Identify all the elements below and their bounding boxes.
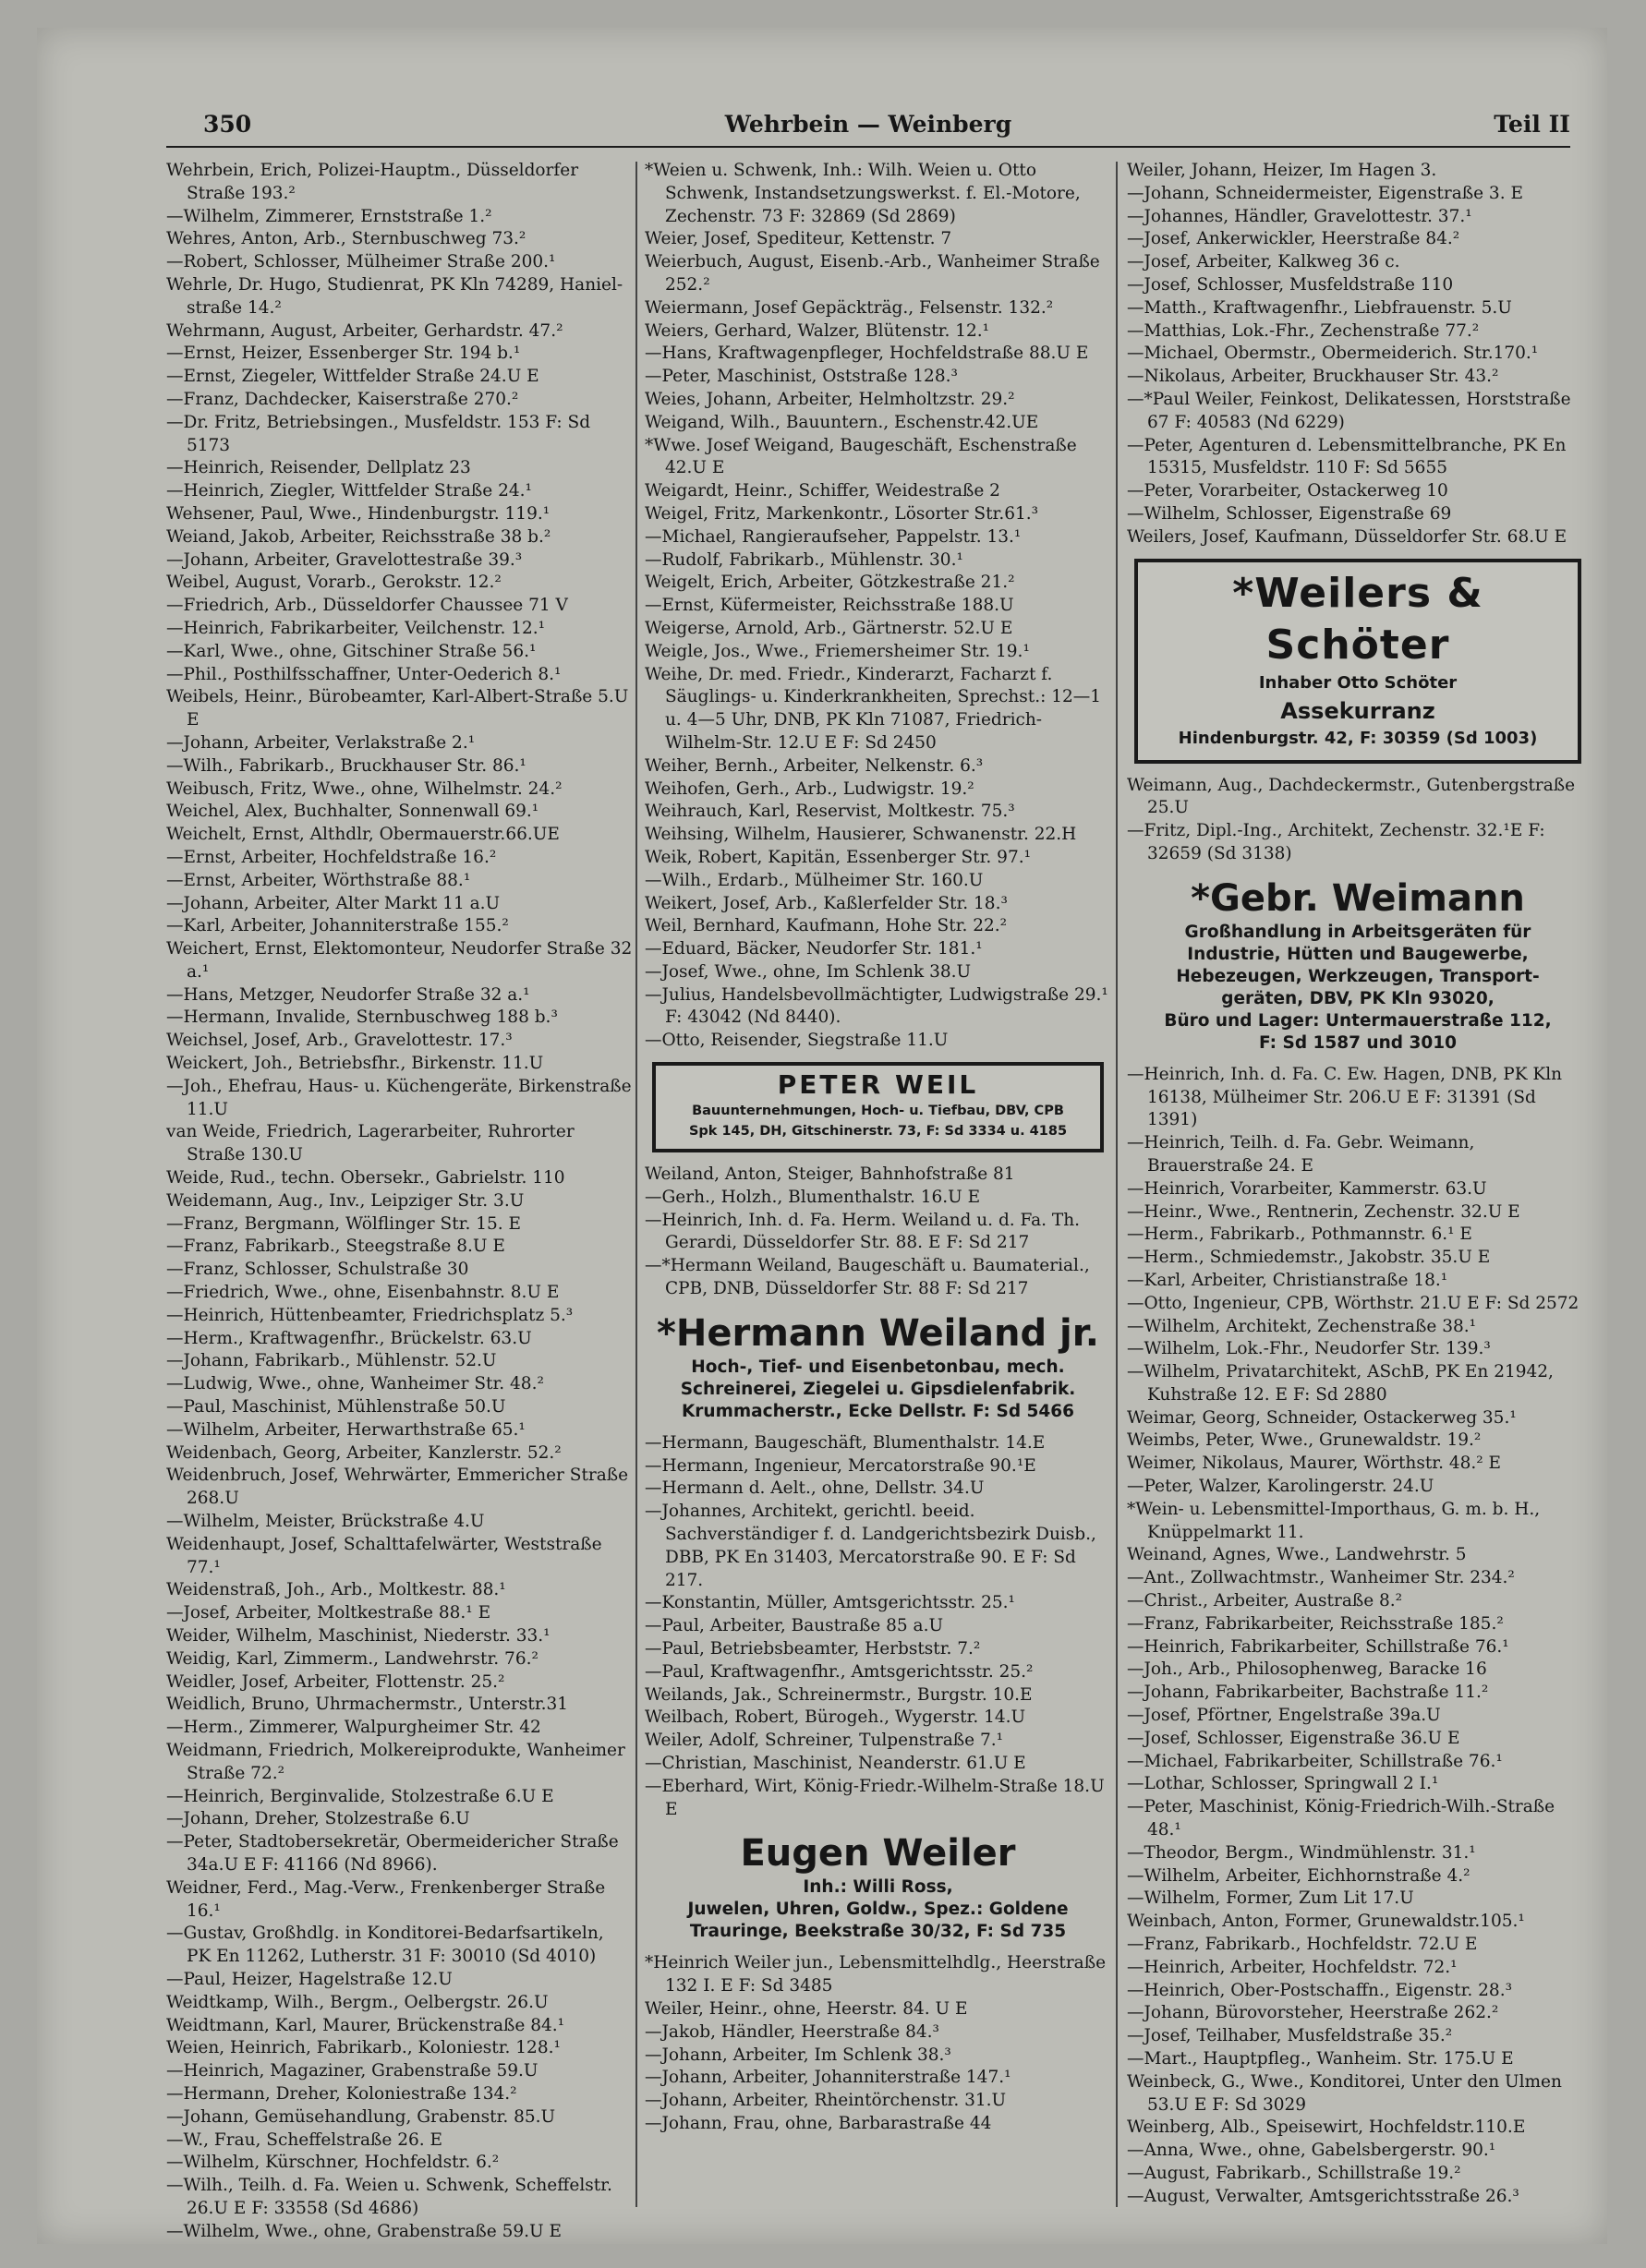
directory-entry: Weidmann, Friedrich, Molkereiprodukte, Wanheimer Straße 72.² [166,1740,625,1783]
directory-entry: Weigand, Wilh., Bauuntern., Eschenstr.42.UE [645,412,1039,432]
directory-entry: Weiers, Gerhard, Walzer, Blütenstr. 12.¹ [645,320,990,341]
directory-entry: *Wwe. Josef Weigand, Baugeschäft, Eschenstraße 42.U E [645,435,1077,478]
directory-entry: —Johann, Arbeiter, Rheintörchenstr. 31.U [645,2091,1007,2111]
directory-entry: —Heinrich, Ziegler, Wittfelder Straße 24.¹ [166,481,532,501]
directory-entry: —Wilhelm, Schlosser, Eigenstraße 69 [1127,503,1452,524]
directory-entry: —Heinrich, Magaziner, Grabenstraße 59.U [166,2061,539,2081]
directory-entry: —Wilhelm, Lok.-Fhr., Neudorfer Str. 139.³ [1127,1339,1491,1359]
directory-entry: —Friedrich, Wwe., ohne, Eisenbahnstr. 8.U E [166,1283,560,1303]
directory-entry: —Franz, Schlosser, Schulstraße 30 [166,1260,469,1280]
directory-entry: —Johann, Dreher, Stolzestraße 6.U [166,1809,470,1829]
directory-entry: —Heinr., Wwe., Rentnerin, Zechenstr. 32.U E [1127,1201,1520,1222]
directory-entry: —Josef, Arbeiter, Moltkestraße 88.¹ E [166,1603,491,1623]
directory-entry: —Johannes, Architekt, gerichtl. beeid. Sachverständiger f. d. Landgerichtsbezirk Duisb., DBB, PK En 31403, Mercatorstraße 90. E F: Sd 217. [645,1502,1096,1590]
directory-entry: —*Hermann Weiland, Baugeschäft u. Baumaterial., CPB, DNB, Düsseldorfer Str. 88 F: Sd 217 [645,1256,1090,1299]
directory-entry: —Johannes, Händler, Gravelottestr. 37.¹ [1127,206,1472,226]
directory-entry: Weidenhaupt, Josef, Schalttafelwärter, Weststraße 77.¹ [166,1534,602,1577]
directory-entry: —Johann, Arbeiter, Gravelottestraße 39.³ [166,549,523,570]
directory-entry: —Heinrich, Inh. d. Fa. C. Ew. Hagen, DNB, PK Kln 16138, Mülheimer Str. 206.U E F: 31391 (Sd 1391) [1127,1064,1563,1130]
part-label: Teil II [1494,111,1570,138]
directory-entry: —Josef, Wwe., ohne, Im Schlenk 38.U [645,961,972,982]
directory-entry: —Joh., Arb., Philosophenweg, Baracke 16 [1127,1659,1487,1680]
directory-entry: Weihrauch, Karl, Reservist, Moltkestr. 75.³ [645,802,1015,822]
directory-entry: Weider, Wilhelm, Maschinist, Niederstr. 33.¹ [166,1626,551,1646]
directory-entry: Weichel, Alex, Buchhalter, Sonnenwall 69.¹ [166,802,539,822]
directory-entry: —Otto, Reisender, Siegstraße 11.U [645,1031,949,1051]
directory-entry: —Johann, Arbeiter, Im Schlenk 38.³ [645,2045,951,2065]
directory-entry: —Johann, Frau, ohne, Barbarastraße 44 [645,2113,992,2133]
directory-entry: —Gustav, Großhdlg. in Konditorei-Bedarfsartikeln, PK En 11262, Lutherstr. 31 F: 30010 (Sd 4010) [166,1924,604,1967]
directory-entry: —Theodor, Bergm., Windmühlenstr. 31.¹ [1127,1842,1476,1863]
directory-entry: Weidemann, Aug., Inv., Leipziger Str. 3.U [166,1190,525,1211]
advertisement [645,1310,1111,1423]
directory-entry: —Heinrich, Fabrikarbeiter, Veilchenstr. 12.¹ [166,618,546,638]
directory-entry: —Lothar, Schlosser, Springwall 2 I.¹ [1127,1774,1439,1794]
directory-entry: —Peter, Vorarbeiter, Ostackerweg 10 [1127,481,1448,501]
directory-entry: Weide, Rud., techn. Obersekr., Gabrielstr. 110 [166,1168,565,1188]
directory-entry: —Robert, Schlosser, Mülheimer Straße 200.¹ [166,252,556,272]
directory-entry: —Anna, Wwe., ohne, Gabelsbergerstr. 90.¹ [1127,2141,1496,2161]
directory-entry: —Peter, Maschinist, König-Friedrich-Wilh.-Straße 48.¹ [1127,1797,1555,1840]
directory-entry: —Christian, Maschinist, Neanderstr. 61.U E [645,1754,1026,1774]
directory-entry: —Heinrich, Hüttenbeamter, Friedrichsplatz 5.³ [166,1305,574,1325]
ad-line: Assekurranz [1280,697,1435,724]
directory-entry: Weinbach, Anton, Former, Grunewaldstr.105.¹ [1127,1912,1525,1932]
directory-entry: Weigelt, Erich, Arbeiter, Götzkestraße 21.² [645,573,1015,593]
directory-entry: Weigle, Jos., Wwe., Friemersheimer Str. 19.¹ [645,641,1030,661]
directory-entry: Weierbuch, August, Eisenb.-Arb., Wanheimer Straße 252.² [645,252,1100,295]
ad-line: Industrie, Hütten und Baugewerbe, [1187,944,1529,964]
directory-entry: *Weien u. Schwenk, Inh.: Wilh. Weien u. Otto Schwenk, Instandsetzungswerkst. f. El.-Motore, Zechenstr. 73 F: 32869 (Sd 2869) [645,161,1081,226]
directory-entry: Weiler, Heinr., ohne, Heerstr. 84. U E [645,1999,968,2019]
column-2 [645,160,1111,2226]
ad-line: Trauringe, Beekstraße 30/32, F: Sd 735 [689,1922,1067,1942]
ad-line: Juwelen, Uhren, Goldw., Spez.: Goldene [687,1900,1069,1920]
directory-entry: —Paul, Arbeiter, Baustraße 85 a.U [645,1616,944,1636]
directory-entry: Weimbs, Peter, Wwe., Grunewaldstr. 19.² [1127,1430,1482,1451]
directory-entry: —Hermann, Invalide, Sternbuschweg 188 b.³ [166,1007,558,1028]
ad-title: *Weilers & Schöter [1232,569,1483,669]
ad-title: PETER WEIL [777,1069,979,1101]
directory-entry: —Konstantin, Müller, Amtsgerichtsstr. 25.¹ [645,1593,1015,1613]
directory-entry: —Paul, Maschinist, Mühlenstraße 50.U [166,1397,506,1418]
directory-entry: —Michael, Rangieraufseher, Pappelstr. 13.¹ [645,526,1022,547]
directory-entry: —Eberhard, Wirt, König-Friedr.-Wilhelm-Straße 18.U E [645,1776,1105,1819]
directory-entry: Weidtkamp, Wilh., Bergm., Oelbergstr. 26.U [166,1992,549,2012]
directory-entry: —Mart., Hauptpfleg., Wanheim. Str. 175.U E [1127,2049,1514,2069]
directory-entry: Weihsing, Wilhelm, Hausierer, Schwanenstr. 22.H [645,825,1077,845]
directory-entry: —Ant., Zollwachtmstr., Wanheimer Str. 234.² [1127,1568,1515,1588]
directory-entry: *Heinrich Weiler jun., Lebensmittelhdlg., Heerstraße 132 I. E F: Sd 3485 [645,1953,1107,1997]
directory-entry: —Ernst, Küfermeister, Reichsstraße 188.U [645,596,1014,616]
directory-entry: Weik, Robert, Kapitän, Essenberger Str. 97.¹ [645,847,1032,867]
directory-entry: Weidenbruch, Josef, Wehrwärter, Emmericher Straße 268.U [166,1466,629,1509]
directory-entry: —Heinrich, Reisender, Dellplatz 23 [166,458,471,478]
directory-entry: —Heinrich, Berginvalide, Stolzestraße 6.U E [166,1786,554,1806]
column-divider [1116,162,1118,2207]
directory-entry: —Johann, Arbeiter, Johanniterstraße 147.¹ [645,2068,1011,2088]
directory-entry: —Wilhelm, Kürschner, Hochfeldstr. 6.² [166,2153,500,2173]
directory-entry: —Peter, Walzer, Karolingerstr. 24.U [1127,1477,1434,1497]
directory-entry: Weiler, Johann, Heizer, Im Hagen 3. [1127,161,1437,180]
directory-entry: —Gerh., Holzh., Blumenthalstr. 16.U E [645,1187,981,1207]
directory-entry: —Johann, Fabrikarbeiter, Bachstraße 11.² [1127,1683,1489,1703]
directory-entry: —Wilhelm, Zimmerer, Ernststraße 1.² [166,206,492,226]
ad-line: Schreinerei, Ziegelei u. Gipsdielenfabrik. [680,1379,1076,1399]
directory-entry: —Hermann, Dreher, Koloniestraße 134.² [166,2083,517,2104]
directory-entry: —Hermann, Baugeschäft, Blumenthalstr. 14.E [645,1432,1046,1453]
directory-entry: —Johann, Gemüsehandlung, Grabenstr. 85.U [166,2106,556,2127]
directory-entry: Weil, Bernhard, Kaufmann, Hohe Str. 22.² [645,916,1008,936]
directory-entry: —Paul, Betriebsbeamter, Herbststr. 7.² [645,1639,981,1659]
directory-entry: —Ernst, Ziegeler, Wittfelder Straße 24.U E [166,367,539,387]
directory-entry: Wehrmann, August, Arbeiter, Gerhardstr. 47.² [166,320,563,341]
directory-entry: Weien, Heinrich, Fabrikarb., Koloniestr. 128.¹ [166,2038,561,2058]
directory-entry: —Franz, Bergmann, Wölflinger Str. 15. E [166,1213,522,1234]
directory-entry: Weidner, Ferd., Mag.-Verw., Frenkenberger Straße 16.¹ [166,1877,606,1921]
directory-entry: —Hermann, Ingenieur, Mercatorstraße 90.¹E [645,1455,1036,1476]
column-divider [635,162,637,2207]
directory-entry: Weinberg, Alb., Speisewirt, Hochfeldstr.110.E [1127,2117,1526,2138]
advertisement [1127,875,1589,1055]
directory-entry: —Heinrich, Ober-Postschaffn., Eigenstr. 28.³ [1127,1980,1512,2000]
page-range-title: Wehrbein — Weinberg [724,111,1012,138]
directory-entry: van Weide, Friedrich, Lagerarbeiter, Ruhrorter Straße 130.U [166,1122,575,1165]
directory-entry: Weilers, Josef, Kaufmann, Düsseldorfer Str. 68.U E [1127,526,1567,547]
directory-entry: —Phil., Posthilfsschaffner, Unter-Oederich 8.¹ [166,664,562,684]
directory-entry: Weigel, Fritz, Markenkontr., Lösorter Str.61.³ [645,503,1039,524]
directory-entry: Weichert, Ernst, Elektomonteur, Neudorfer Straße 32 a.¹ [166,939,633,982]
directory-entry: —Otto, Ingenieur, CPB, Wörthstr. 21.U E F: Sd 2572 [1127,1293,1579,1313]
page-header [166,109,1570,148]
directory-entry: Weilands, Jak., Schreinermstr., Burgstr. 10.E [645,1684,1033,1705]
ad-line: Bauunternehmungen, Hoch- u. Tiefbau, DBV, CPB [692,1104,1064,1119]
directory-entry: —Wilhelm, Arbeiter, Herwarthstraße 65.¹ [166,1419,526,1440]
directory-entry: Weinbeck, G., Wwe., Konditorei, Unter den Ulmen 53.U E F: Sd 3029 [1127,2071,1562,2115]
directory-entry: Weimer, Nikolaus, Maurer, Wörthstr. 48.² E [1127,1454,1502,1474]
directory-entry: —Hermann d. Aelt., ohne, Dellstr. 34.U [645,1478,985,1499]
directory-entry: —Wilh., Fabrikarb., Bruckhauser Str. 86.¹ [166,755,526,776]
directory-entry: Weibels, Heinr., Bürobeamter, Karl-Albert-Straße 5.U E [166,687,629,730]
directory-entry: Weinand, Agnes, Wwe., Landwehrstr. 5 [1127,1545,1467,1565]
directory-entry: Weichelt, Ernst, Althdlr, Obermauerstr.66.UE [166,825,560,845]
directory-entry: —Eduard, Bäcker, Neudorfer Str. 181.¹ [645,939,983,959]
directory-entry: Weidler, Josef, Arbeiter, Flottenstr. 25.² [166,1671,505,1692]
directory-entry: —Franz, Fabrikarb., Steegstraße 8.U E [166,1237,505,1257]
ad-line: Hebezeugen, Werkzeugen, Transport- [1176,966,1540,986]
directory-entry: Weidenstraß, Joh., Arb., Moltkestr. 88.¹ [166,1580,506,1600]
directory-entry: —Peter, Stadtobersekretär, Obermeidericher Straße 34a.U E F: 41166 (Nd 8966). [166,1832,619,1875]
directory-entry: Wehsener, Paul, Wwe., Hindenburgstr. 119.¹ [166,503,551,524]
directory-entry: Wehres, Anton, Arb., Sternbuschweg 73.² [166,229,526,249]
directory-entry: —Johann, Bürovorsteher, Heerstraße 262.² [1127,2003,1499,2023]
ad-line: Inhaber Otto Schöter [1258,672,1458,693]
directory-entry: —Josef, Teilhaber, Musfeldstraße 35.² [1127,2026,1453,2046]
directory-entry: —Julius, Handelsbevollmächtigter, Ludwigstraße 29.¹ F: 43042 (Nd 8440). [645,984,1108,1028]
directory-entry: —Karl, Wwe., ohne, Gitschiner Straße 56.¹ [166,641,537,661]
directory-entry: —Peter, Maschinist, Oststraße 128.³ [645,367,958,387]
directory-entry: Weidtmann, Karl, Maurer, Brückenstraße 84.¹ [166,2015,565,2035]
directory-entry: —Jakob, Händler, Heerstraße 84.³ [645,2021,939,2042]
directory-entry: —W., Frau, Scheffelstraße 26. E [166,2129,443,2150]
directory-entry: —Christ., Arbeiter, Austraße 8.² [1127,1591,1403,1611]
directory-entry: —Josef, Schlosser, Eigenstraße 36.U E [1127,1728,1460,1748]
advertisement-box [652,1062,1104,1152]
directory-entry: —Michael, Obermstr., Obermeiderich. Str.170.¹ [1127,344,1539,364]
directory-entry: Weihe, Dr. med. Friedr., Kinderarzt, Facharzt f. Säuglings- u. Kinderkrankheiten, Sprechst.: 12—1 u. 4—5 Uhr, DNB, PK Kln 71087, Friedrich-Wilhelm-Str. 12.U E F: Sd 2450 [645,664,1102,753]
directory-entry: —Fritz, Dipl.-Ing., Architekt, Zechenstr. 32.¹E F: 32659 (Sd 3138) [1127,821,1545,863]
directory-entry: Weies, Johann, Arbeiter, Helmholtzstr. 29.² [645,389,1015,409]
directory-entry: Weimar, Georg, Schneider, Ostackerweg 35.¹ [1127,1407,1517,1428]
directory-entry: Weiland, Anton, Steiger, Bahnhofstraße 81 [645,1164,1015,1185]
directory-entry: —Hans, Metzger, Neudorfer Straße 32 a.¹ [166,984,530,1005]
directory-entry: Weidlich, Bruno, Uhrmachermstr., Unterstr.31 [166,1695,569,1715]
directory-entry: Weier, Josef, Spediteur, Kettenstr. 7 [645,229,952,249]
advertisement [645,1830,1111,1943]
directory-entry: —Herm., Zimmerer, Walpurgheimer Str. 42 [166,1718,541,1738]
directory-entry: —Michael, Fabrikarbeiter, Schillstraße 76.¹ [1127,1751,1503,1771]
directory-entry: Weikert, Josef, Arb., Kaßlerfelder Str. 18.³ [645,893,1008,913]
directory-entry: Weiler, Adolf, Schreiner, Tulpenstraße 7.¹ [645,1731,1004,1751]
directory-entry: —Josef, Pförtner, Engelstraße 39a.U [1127,1706,1441,1726]
directory-entry: —Joh., Ehefrau, Haus- u. Küchengeräte, Birkenstraße 11.U [166,1076,632,1119]
directory-entry: —Heinrich, Inh. d. Fa. Herm. Weiland u. d. Fa. Th. Gerardi, Düsseldorfer Str. 88. E F: Sd 217 [645,1210,1081,1253]
directory-entry: Weibel, August, Vorarb., Gerokstr. 12.² [166,573,502,593]
directory-entry: —Karl, Arbeiter, Johanniterstraße 155.² [166,916,509,936]
directory-entry: *Wein- u. Lebensmittel-Importhaus, G. m. b. H., Knüppelmarkt 11. [1127,1499,1541,1542]
ad-line: F: Sd 1587 und 3010 [1259,1032,1457,1053]
directory-entry: —Matth., Kraftwagenfhr., Liebfrauenstr. 5.U [1127,297,1512,318]
ad-line: Großhandlung in Arbeitsgeräten für [1184,922,1531,942]
directory-entry: —Ernst, Arbeiter, Wörthstraße 88.¹ [166,870,471,890]
ad-title: *Gebr. Weimann [1191,876,1525,920]
directory-page [37,28,1607,2244]
directory-entry: —Peter, Agenturen d. Lebensmittelbranche, PK En 15315, Musfeldstr. 110 F: Sd 5655 [1127,435,1567,478]
directory-entry: —Ludwig, Wwe., ohne, Wanheimer Str. 48.² [166,1374,544,1394]
directory-entry: —Heinrich, Teilh. d. Fa. Gebr. Weimann, Brauerstraße 24. E [1127,1133,1475,1176]
directory-entry: Weiher, Bernh., Arbeiter, Nelkenstr. 6.³ [645,755,984,776]
directory-entry: Weigardt, Heinr., Schiffer, Weidestraße 2 [645,481,1000,501]
directory-entry: —Wilhelm, Meister, Brückstraße 4.U [166,1512,485,1532]
directory-entry: —Dr. Fritz, Betriebsingen., Musfeldstr. 153 F: Sd 5173 [166,412,591,455]
directory-entry: Weilbach, Robert, Bürogeh., Wygerstr. 14.U [645,1707,1026,1728]
directory-entry: —Wilhelm, Arbeiter, Eichhornstraße 4.² [1127,1865,1471,1886]
directory-entry: Weidig, Karl, Zimmerm., Landwehrstr. 76.² [166,1648,539,1669]
column-3 [1127,160,1589,2226]
directory-entry: —Herm., Kraftwagenfhr., Brückelstr. 63.U [166,1328,532,1348]
directory-entry: Weibusch, Fritz, Wwe., ohne, Wilhelmstr. 24.² [166,778,563,799]
directory-entry: Weidenbach, Georg, Arbeiter, Kanzlerstr. 52.² [166,1442,562,1463]
directory-entry: —Johann, Arbeiter, Alter Markt 11 a.U [166,893,501,913]
directory-entry: —Hans, Kraftwagenpfleger, Hochfeldstraße 88.U E [645,344,1089,364]
advertisement-box [1134,559,1581,764]
directory-entry: Weigerse, Arnold, Arb., Gärtnerstr. 52.U E [645,618,1013,638]
directory-entry: —Franz, Fabrikarbeiter, Reichsstraße 185.² [1127,1613,1504,1634]
directory-entry: —Wilhelm, Wwe., ohne, Grabenstraße 59.U E [166,2221,562,2241]
ad-line: Hoch-, Tief- und Eisenbetonbau, mech. [691,1357,1065,1377]
directory-entry: —Heinrich, Vorarbeiter, Kammerstr. 63.U [1127,1178,1487,1199]
directory-entry: —Karl, Arbeiter, Christianstraße 18.¹ [1127,1270,1448,1290]
directory-entry: Weihofen, Gerh., Arb., Ludwigstr. 19.² [645,778,974,799]
directory-entry: Wehrbein, Erich, Polizei-Hauptm., Düsseldorfer Straße 193.² [166,161,579,203]
ad-line: Büro und Lager: Untermauerstraße 112, [1164,1010,1552,1031]
directory-entry: —Johann, Arbeiter, Verlakstraße 2.¹ [166,732,476,753]
directory-entry: Weiand, Jakob, Arbeiter, Reichsstraße 38 b.² [166,526,551,547]
ad-title: Eugen Weiler [740,1832,1016,1876]
directory-entry: —Wilhelm, Architekt, Zechenstraße 38.¹ [1127,1316,1477,1336]
directory-entry: —Matthias, Lok.-Fhr., Zechenstraße 77.² [1127,320,1480,341]
directory-entry: Weimann, Aug., Dachdeckermstr., Gutenbergstraße 25.U [1127,775,1576,818]
ad-line: Krummacherstr., Ecke Dellstr. F: Sd 5466 [681,1401,1075,1421]
directory-entry: —Friedrich, Arb., Düsseldorfer Chaussee 71 V [166,596,568,616]
ad-line: Hindenburgstr. 42, F: 30359 (Sd 1003) [1178,728,1538,748]
ad-title: *Hermann Weiland jr. [656,1311,1099,1355]
directory-entry: —Wilhelm, Former, Zum Lit 17.U [1127,1888,1414,1909]
directory-entry: —Johann, Fabrikarb., Mühlenstr. 52.U [166,1351,497,1371]
column-1 [166,160,633,2241]
directory-entry: —Josef, Schlosser, Musfeldstraße 110 [1127,274,1454,295]
ad-line: geräten, DBV, PK Kln 93020, [1221,988,1495,1008]
directory-entry: —Johann, Schneidermeister, Eigenstraße 3. E [1127,183,1523,203]
directory-entry: —Wilhelm, Privatarchitekt, ASchB, PK En 21942, Kuhstraße 12. E F: Sd 2880 [1127,1362,1554,1405]
directory-entry: —Franz, Dachdecker, Kaiserstraße 270.² [166,389,519,409]
directory-entry: —Paul, Kraftwagenfhr., Amtsgerichtsstr. 25.² [645,1661,1034,1682]
ad-line: Inh.: Willi Ross, [803,1877,953,1898]
directory-entry: —Heinrich, Fabrikarbeiter, Schillstraße 76.¹ [1127,1636,1509,1657]
directory-entry: —Wilh., Teilh. d. Fa. Weien u. Schwenk, Scheffelstr. 26.U E F: 33558 (Sd 4686) [166,2176,612,2218]
directory-entry: Weichsel, Josef, Arb., Gravelottestr. 17.³ [166,1031,513,1051]
directory-entry: —Nikolaus, Arbeiter, Bruckhauser Str. 43.² [1127,367,1499,387]
directory-entry: —Rudolf, Fabrikarb., Mühlenstr. 30.¹ [645,549,963,570]
directory-entry: —Heinrich, Arbeiter, Hochfeldstr. 72.¹ [1127,1957,1458,1977]
directory-entry: —Paul, Heizer, Hagelstraße 12.U [166,1969,453,1989]
directory-entry: Weickert, Joh., Betriebsfhr., Birkenstr. 11.U [166,1054,544,1074]
directory-entry: Weiermann, Josef Gepäckträg., Felsenstr. 132.² [645,297,1054,318]
directory-entry: —*Paul Weiler, Feinkost, Delikatessen, Horststraße 67 F: 40583 (Nd 6229) [1127,389,1571,432]
directory-entry: —Ernst, Heizer, Essenberger Str. 194 b.¹ [166,344,521,364]
directory-entry: —Ernst, Arbeiter, Hochfeldstraße 16.² [166,847,497,867]
directory-entry: —Josef, Ankerwickler, Heerstraße 84.² [1127,229,1460,249]
directory-entry: —Wilh., Erdarb., Mülheimer Str. 160.U [645,870,984,890]
directory-entry: —August, Fabrikarb., Schillstraße 19.² [1127,2163,1461,2183]
directory-entry: —Josef, Arbeiter, Kalkweg 36 c. [1127,252,1400,272]
directory-entry: —Herm., Fabrikarb., Pothmannstr. 6.¹ E [1127,1224,1472,1245]
ad-line: Spk 145, DH, Gitschinerstr. 73, F: Sd 3334 u. 4185 [688,1124,1068,1140]
directory-entry: —August, Verwalter, Amtsgerichtsstraße 26.³ [1127,2186,1519,2206]
directory-entry: Wehrle, Dr. Hugo, Studienrat, PK Kln 74289, Hanielstraße 14.² [166,274,623,318]
page-number: 350 [203,111,252,138]
directory-entry: —Franz, Fabrikarb., Hochfeldstr. 72.U E [1127,1935,1478,1955]
directory-entry: —Herm., Schmiedemstr., Jakobstr. 35.U E [1127,1248,1491,1268]
